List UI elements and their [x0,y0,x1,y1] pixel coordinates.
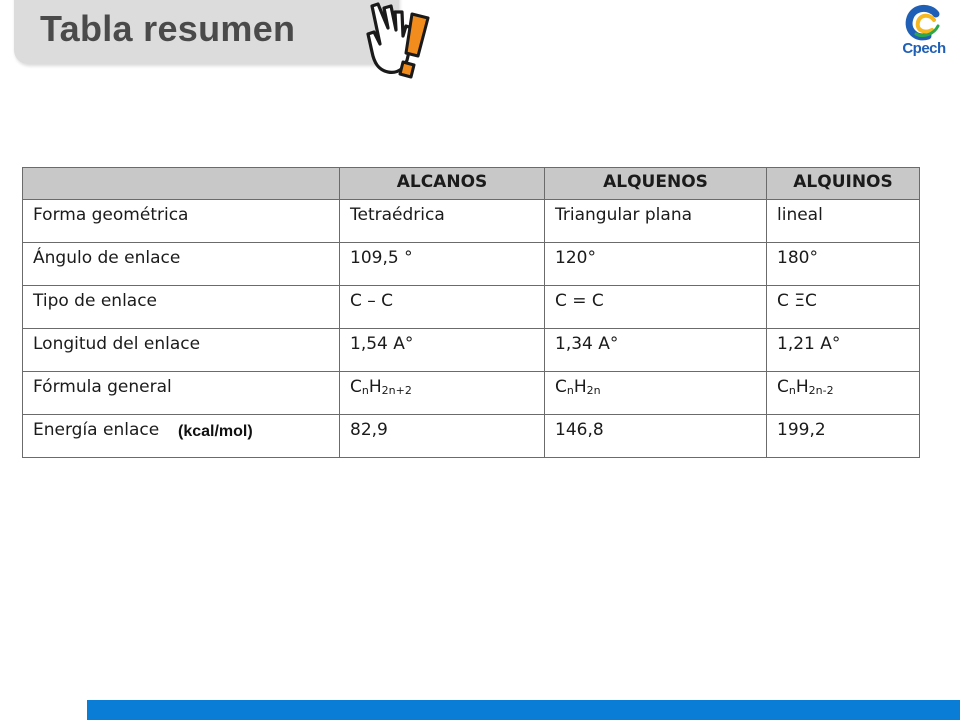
cell-alquenos: C = C [545,286,767,329]
page-title: Tabla resumen [40,8,296,49]
unit-note: (kcal/mol) [178,423,253,440]
formula-h: H [795,377,809,397]
formula-n: n [788,384,796,397]
column-header-alquenos: ALQUENOS [545,168,767,200]
cell-alcanos-formula [340,372,545,415]
formula-subscript: 2n+2 [381,384,412,397]
summary-table [22,167,920,458]
column-header-alcanos: ALCANOS [340,168,545,200]
cell-alcanos: 1,54 A° [340,329,545,372]
table-row [23,200,920,243]
cell-alcanos: C – C [340,286,545,329]
column-header-empty [23,168,340,200]
formula-subscript: 2n [586,384,601,397]
row-label: Longitud del enlace [23,329,340,372]
formula-c: C [350,377,362,397]
formula-c: C [777,377,789,397]
formula-n: n [361,384,369,397]
bottom-bar [87,700,960,720]
cell-alquenos: 1,34 A° [545,329,767,372]
table-row [23,243,920,286]
column-header-alquinos: ALQUINOS [767,168,920,200]
formula-subscript: 2n-2 [808,384,834,397]
row-label: Tipo de enlace [23,286,340,329]
cell-alquinos: 180° [767,243,920,286]
cell-alcanos: Tetraédrica [340,200,545,243]
cell-alquinos: C ΞC [767,286,920,329]
cell-alcanos: 109,5 ° [340,243,545,286]
table-row [23,286,920,329]
cpech-logo [894,4,954,60]
formula-c: C [555,377,567,397]
row-label: Fórmula general [23,372,340,415]
cell-alcanos: 82,9 [340,415,545,458]
cell-alquenos-formula [545,372,767,415]
cell-alquenos: Triangular plana [545,200,767,243]
cpech-logo-mark [894,4,954,44]
table-row [23,329,920,372]
formula-n: n [566,384,574,397]
formula-h: H [573,377,587,397]
cell-alquenos: 120° [545,243,767,286]
logo-text: Cpech [902,40,946,57]
cell-alquinos: 1,21 A° [767,329,920,372]
table-row [23,372,920,415]
row-label: Energía enlace [23,415,340,458]
row-label: Ángulo de enlace [23,243,340,286]
formula-h: H [368,377,382,397]
row-label: Forma geométrica [23,200,340,243]
cell-alquenos: 146,8 [545,415,767,458]
table-header-row [23,168,920,200]
cell-alquinos: lineal [767,200,920,243]
hand-exclamation-icon [362,0,438,84]
cell-alquinos: 199,2 [767,415,920,458]
table-row [23,415,920,458]
cell-alquinos-formula [767,372,920,415]
